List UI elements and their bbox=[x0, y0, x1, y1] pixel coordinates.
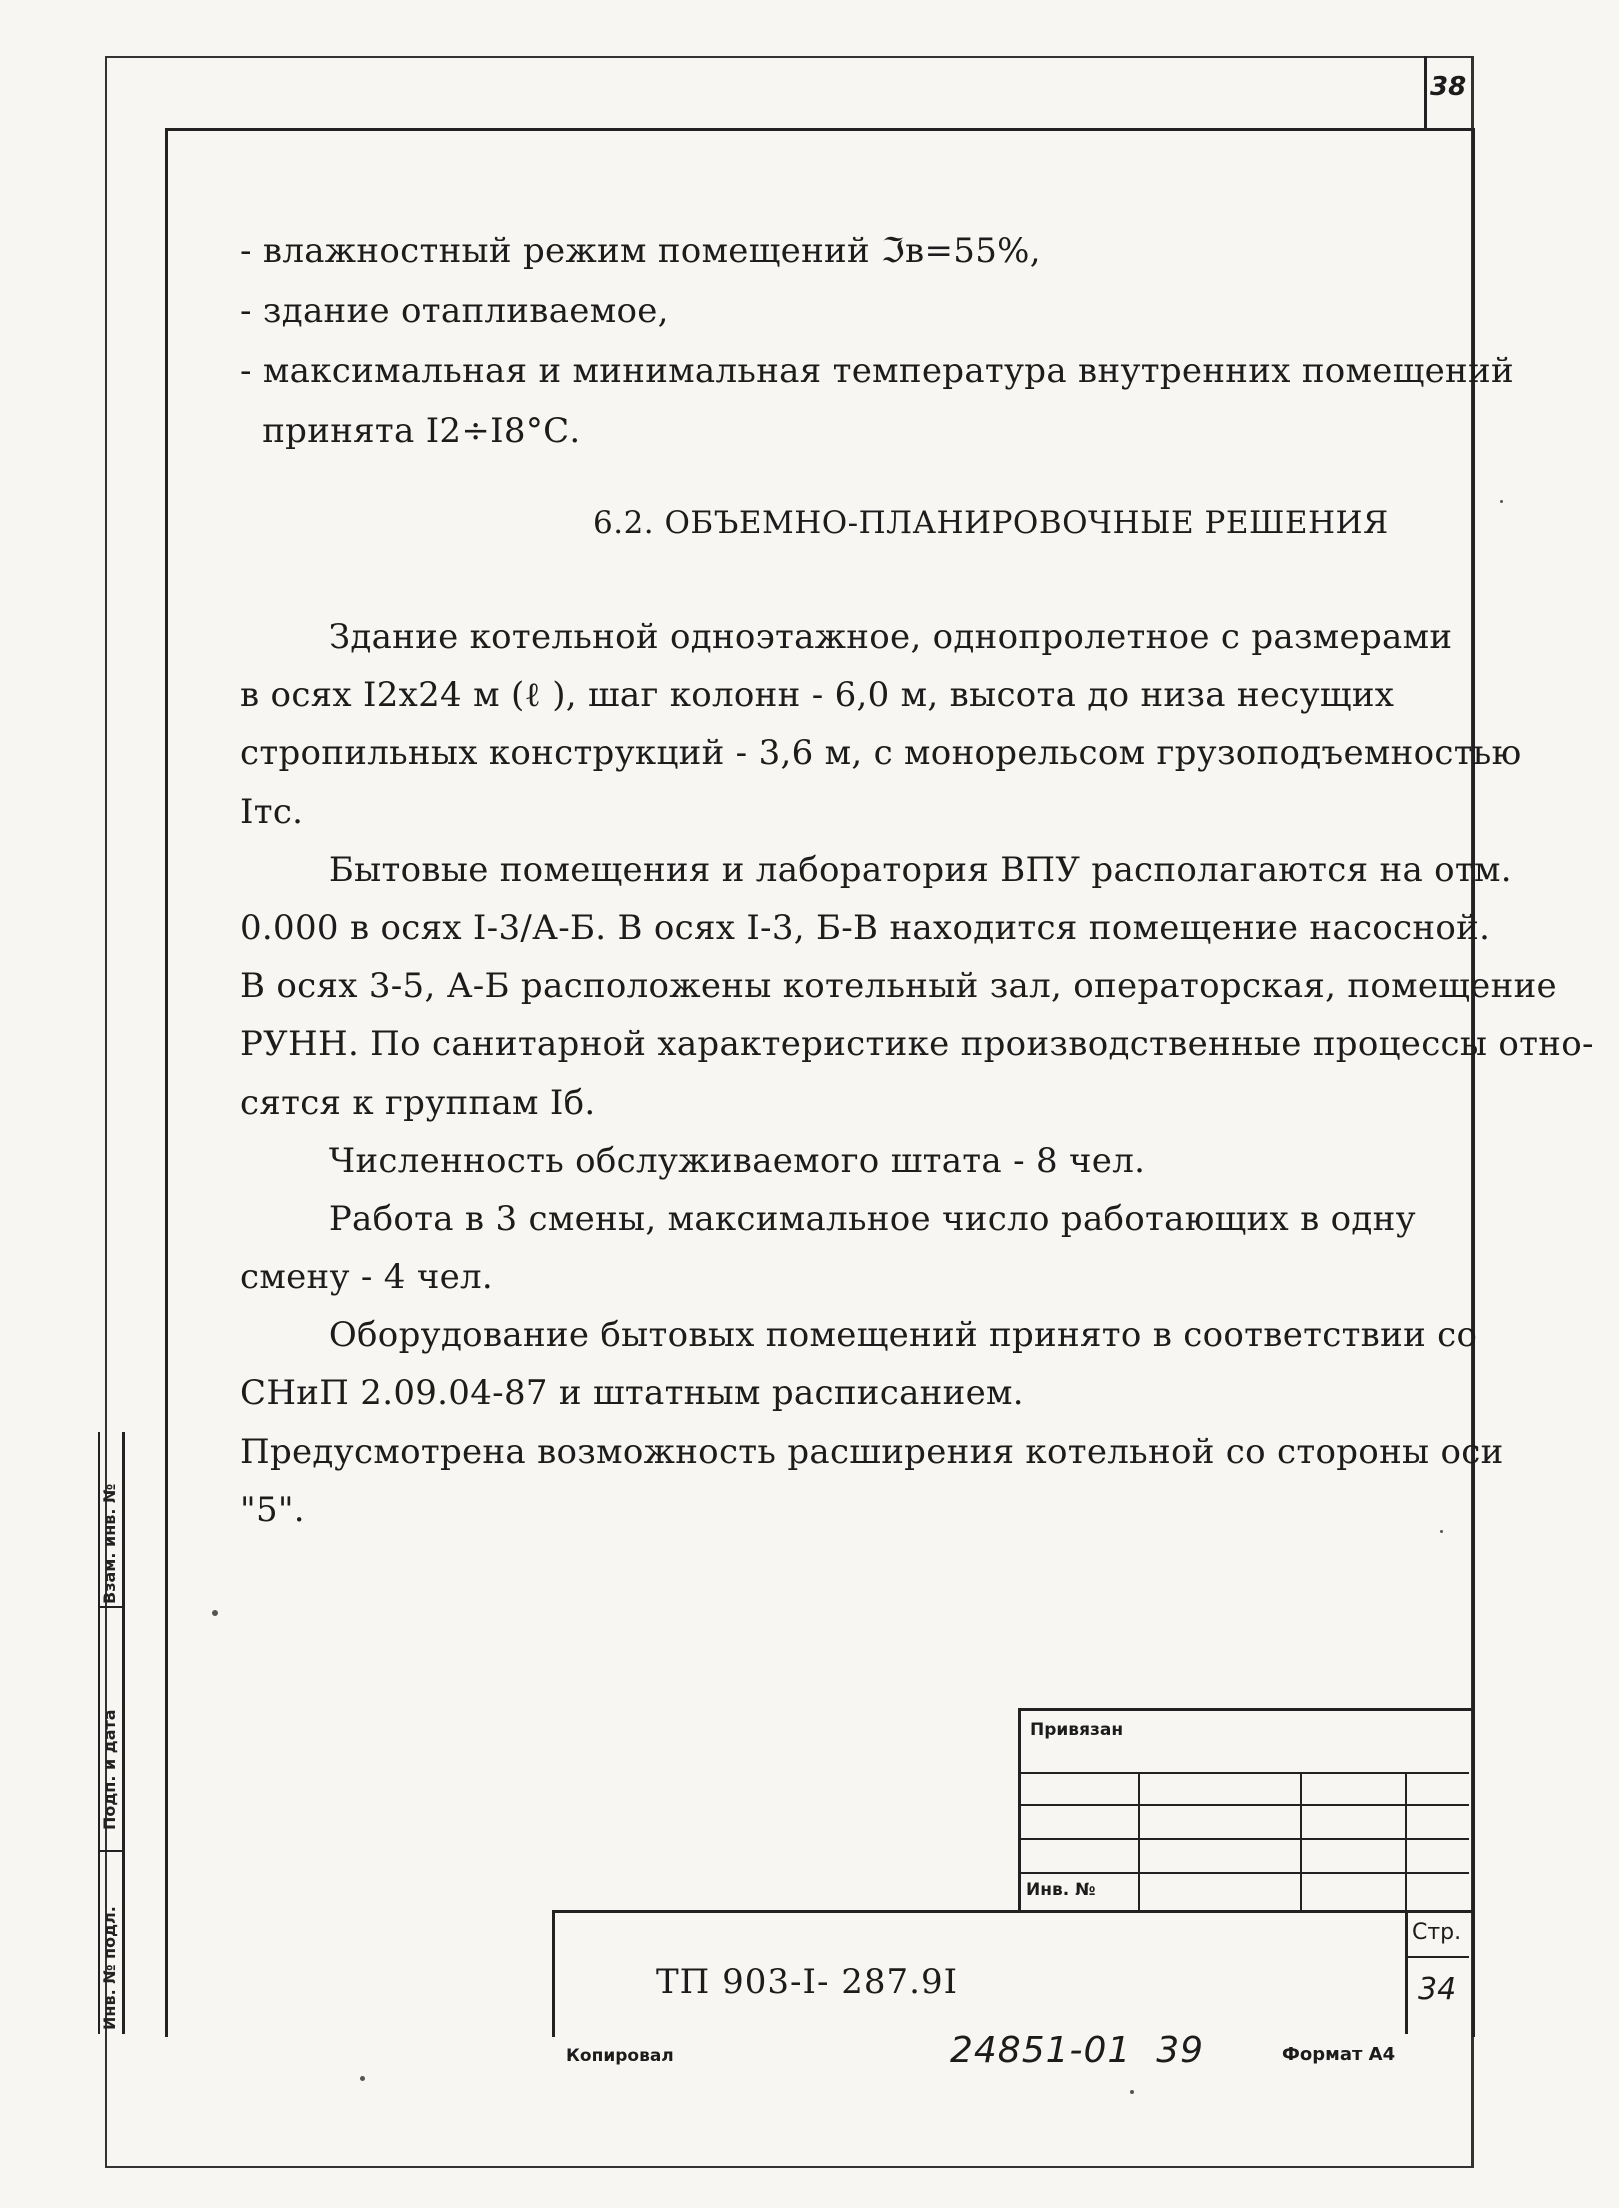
margin-label-replaced-inv: Взам. инв. № bbox=[100, 1483, 119, 1604]
archive-number: 24851-01 39 bbox=[950, 2030, 1205, 2071]
text-line: Iтс. bbox=[240, 791, 304, 832]
text-line: Предусмотрена возможность расширения котельной со стороны оси bbox=[240, 1431, 1504, 1472]
scan-speck bbox=[212, 1610, 218, 1616]
document-code: ТП 903-I- 287.9I bbox=[656, 1962, 959, 2002]
margin-divider bbox=[98, 1606, 123, 1608]
text-line: Работа в 3 смены, максимальное число работающих в одну bbox=[240, 1198, 1416, 1239]
table-rule bbox=[1018, 1772, 1469, 1774]
table-rule bbox=[1018, 1872, 1469, 1874]
text-line: Численность обслуживаемого штата - 8 чел. bbox=[240, 1140, 1146, 1181]
text-line: Оборудование бытовых помещений принято в соответствии со bbox=[240, 1315, 1478, 1356]
list-item: принята I2÷I8°С. bbox=[240, 411, 581, 451]
body-text bbox=[240, 608, 1594, 1539]
table-rule bbox=[1138, 1772, 1140, 1910]
sheet-number: 38 bbox=[1430, 72, 1467, 102]
scan-speck bbox=[1130, 2090, 1134, 2094]
scan-speck bbox=[1500, 500, 1503, 503]
scan-speck bbox=[1440, 1530, 1443, 1533]
inv-label: Инв. № bbox=[1026, 1880, 1096, 1900]
text-line: РУНН. По санитарной характеристике производственные процессы отно- bbox=[240, 1024, 1594, 1065]
text-line: СНиП 2.09.04-87 и штатным расписанием. bbox=[240, 1373, 1024, 1414]
text-line: "5". bbox=[240, 1489, 305, 1530]
text-line: сятся к группам Iб. bbox=[240, 1082, 596, 1123]
conditions-list bbox=[240, 222, 1514, 462]
margin-label-signature-date: Подп. и дата bbox=[100, 1709, 119, 1830]
list-item: - здание отапливаемое, bbox=[240, 291, 669, 331]
table-rule bbox=[1018, 1838, 1469, 1840]
text-line: Бытовые помещения и лаборатория ВПУ располагаются на отм. bbox=[240, 849, 1512, 890]
scan-speck bbox=[360, 2076, 365, 2081]
table-rule bbox=[1405, 1956, 1469, 1958]
page-label: Стр. bbox=[1412, 1920, 1462, 1945]
margin-label-inv-original: Инв. № подл. bbox=[100, 1906, 119, 2030]
section-heading: 6.2. ОБЪЕМНО-ПЛАНИРОВОЧНЫЕ РЕШЕНИЯ bbox=[593, 505, 1389, 541]
format-label: Формат А4 bbox=[1282, 2044, 1396, 2065]
text-line: В осях 3-5, А-Б расположены котельный зал, операторская, помещение bbox=[240, 966, 1557, 1007]
text-line: стропильных конструкций - 3,6 м, с монорельсом грузоподъемностью bbox=[240, 733, 1522, 774]
text-line: Здание котельной одноэтажное, однопролетное с размерами bbox=[240, 617, 1453, 657]
text-line: 0.000 в осях I-3/А-Б. В осях I-3, Б-В находится помещение насосной. bbox=[240, 907, 1491, 948]
table-rule bbox=[1405, 1772, 1407, 1910]
attached-label: Привязан bbox=[1030, 1720, 1124, 1740]
list-item: - влажностный режим помещений ℑв=55%, bbox=[240, 231, 1041, 271]
text-line: смену - 4 чел. bbox=[240, 1257, 494, 1298]
list-item: - максимальная и минимальная температура внутренних помещений bbox=[240, 351, 1514, 391]
page-number: 34 bbox=[1418, 1972, 1457, 2007]
text-line: в осях I2x24 м (ℓ ), шаг колонн - 6,0 м, высота до низа несущих bbox=[240, 675, 1395, 716]
table-rule bbox=[1300, 1772, 1302, 1910]
table-rule bbox=[1018, 1804, 1469, 1806]
margin-divider bbox=[98, 1850, 123, 1852]
copied-label: Копировал bbox=[566, 2046, 674, 2066]
